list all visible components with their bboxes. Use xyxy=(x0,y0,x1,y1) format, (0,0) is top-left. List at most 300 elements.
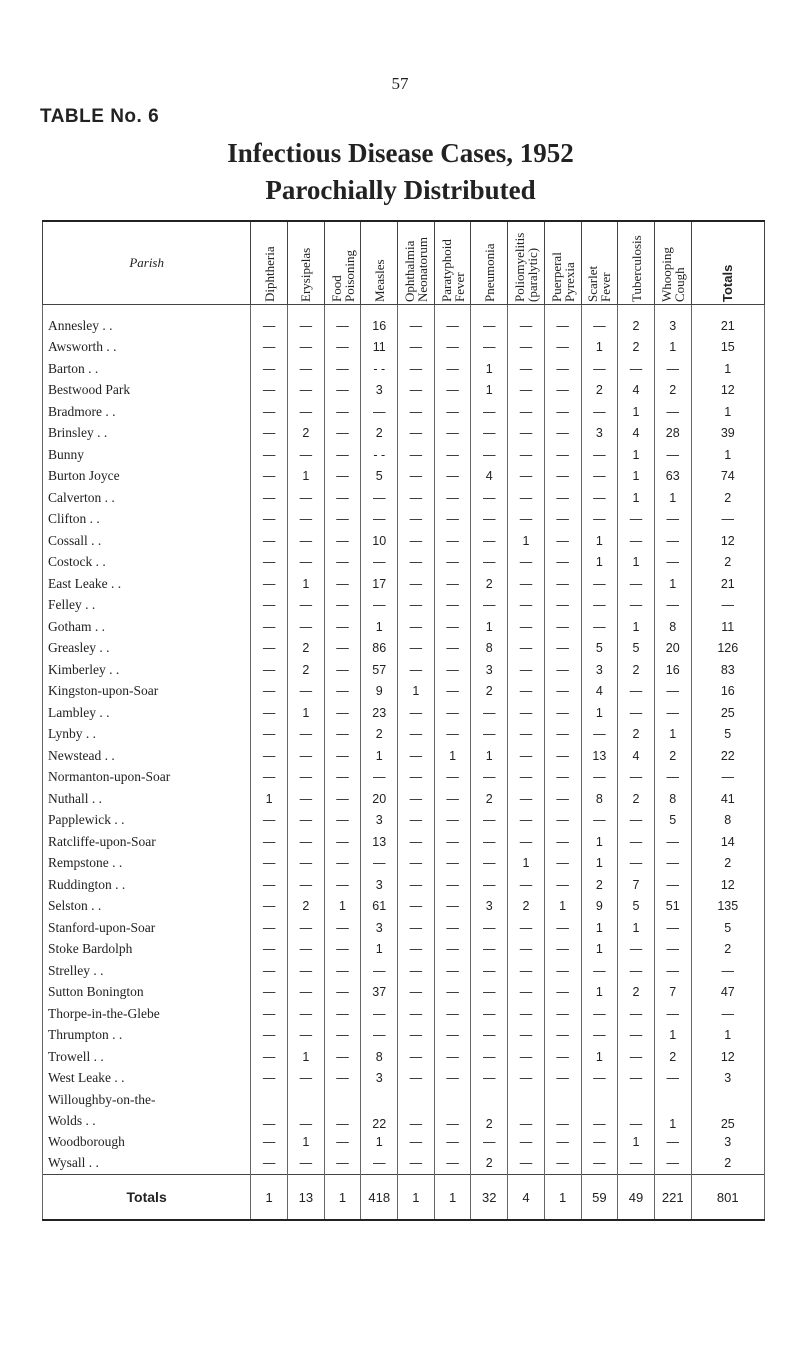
table-cell: 2 xyxy=(691,1153,764,1175)
table-cell: 1 xyxy=(581,1046,618,1068)
table-cell: — xyxy=(288,509,325,531)
table-cell: — xyxy=(618,358,655,380)
table-cell: 1 xyxy=(618,401,655,423)
parish-name: Lynby . . xyxy=(43,724,251,746)
table-cell: — xyxy=(618,1046,655,1068)
table-cell: 1 xyxy=(361,616,398,638)
table-cell: — xyxy=(288,552,325,574)
table-cell: — xyxy=(434,305,471,337)
parish-name: Gotham . . xyxy=(43,616,251,638)
column-header xyxy=(654,221,691,305)
table-cell: 8 xyxy=(691,810,764,832)
table-cell: — xyxy=(618,509,655,531)
totals-cell: 4 xyxy=(508,1175,545,1221)
column-header xyxy=(361,221,398,305)
table-cell: — xyxy=(324,810,361,832)
table-cell: 2 xyxy=(691,552,764,574)
table-cell: 21 xyxy=(691,305,764,337)
parish-name: Ruddington . . xyxy=(43,874,251,896)
totals-cell: 221 xyxy=(654,1175,691,1221)
table-cell: — xyxy=(251,960,288,982)
table-row xyxy=(43,530,765,552)
parish-name: Clifton . . xyxy=(43,509,251,531)
table-cell: — xyxy=(324,874,361,896)
table-cell: — xyxy=(398,616,435,638)
table-cell: — xyxy=(508,831,545,853)
table-cell: — xyxy=(654,509,691,531)
table-cell: 2 xyxy=(508,896,545,918)
parish-name: Rempstone . . xyxy=(43,853,251,875)
table-cell: — xyxy=(398,745,435,767)
table-cell: — xyxy=(398,401,435,423)
parish-name: Thorpe-in-the-Glebe xyxy=(43,1003,251,1025)
table-row xyxy=(43,659,765,681)
totals-cell: 13 xyxy=(288,1175,325,1221)
table-row xyxy=(43,982,765,1004)
table-cell: — xyxy=(654,917,691,939)
table-cell: — xyxy=(654,1131,691,1153)
table-cell: 1 xyxy=(691,444,764,466)
table-cell: 12 xyxy=(691,874,764,896)
table-cell: — xyxy=(471,702,508,724)
table-cell: — xyxy=(471,487,508,509)
table-cell: 2 xyxy=(618,724,655,746)
table-cell: 1 xyxy=(654,487,691,509)
table-row xyxy=(43,681,765,703)
table-cell: 1 xyxy=(581,831,618,853)
table-cell: — xyxy=(618,767,655,789)
totals-cell: 1 xyxy=(398,1175,435,1221)
totals-cell: 1 xyxy=(324,1175,361,1221)
table-cell: 3 xyxy=(361,810,398,832)
table-cell: 1 xyxy=(618,1131,655,1153)
table-cell: — xyxy=(434,724,471,746)
table-cell: — xyxy=(434,960,471,982)
table-cell: — xyxy=(361,1003,398,1025)
table-cell: — xyxy=(434,1089,471,1131)
table-cell: — xyxy=(654,853,691,875)
table-cell: — xyxy=(618,853,655,875)
column-header xyxy=(581,221,618,305)
table-cell: — xyxy=(324,401,361,423)
table-cell: — xyxy=(251,305,288,337)
table-cell: — xyxy=(251,1068,288,1090)
table-cell: — xyxy=(544,724,581,746)
table-cell: — xyxy=(508,681,545,703)
table-cell: — xyxy=(544,1046,581,1068)
table-cell: — xyxy=(581,616,618,638)
table-cell: — xyxy=(288,767,325,789)
table-row xyxy=(43,853,765,875)
table-cell: 1 xyxy=(618,917,655,939)
column-header-label: Food Poisoning xyxy=(328,249,357,302)
table-cell: 1 xyxy=(654,337,691,359)
parish-name: East Leake . . xyxy=(43,573,251,595)
parish-name: Woodborough xyxy=(43,1131,251,1153)
table-cell: — xyxy=(508,745,545,767)
table-cell: 5 xyxy=(618,638,655,660)
table-row xyxy=(43,1046,765,1068)
table-cell: — xyxy=(288,874,325,896)
table-cell: — xyxy=(544,380,581,402)
table-cell: — xyxy=(544,960,581,982)
table-cell: — xyxy=(324,337,361,359)
table-cell: — xyxy=(288,1003,325,1025)
table-cell: — xyxy=(581,509,618,531)
table-cell: — xyxy=(544,530,581,552)
table-cell: 2 xyxy=(618,337,655,359)
table-cell: — xyxy=(434,1153,471,1175)
table-cell: — xyxy=(434,681,471,703)
table-cell: — xyxy=(471,1068,508,1090)
table-cell: — xyxy=(544,853,581,875)
table-cell: 1 xyxy=(288,702,325,724)
table-cell: 1 xyxy=(251,788,288,810)
table-cell: — xyxy=(544,681,581,703)
table-cell: 9 xyxy=(581,896,618,918)
parish-name: Annesley . . xyxy=(43,305,251,337)
table-cell: — xyxy=(361,960,398,982)
table-cell: 4 xyxy=(618,423,655,445)
table-cell: 28 xyxy=(654,423,691,445)
table-cell: 2 xyxy=(654,745,691,767)
table-cell: — xyxy=(544,1131,581,1153)
table-cell: — xyxy=(324,638,361,660)
table-cell: — xyxy=(508,1003,545,1025)
header-row xyxy=(43,221,765,305)
column-header xyxy=(288,221,325,305)
table-cell: — xyxy=(288,337,325,359)
table-cell: — xyxy=(398,810,435,832)
table-cell: — xyxy=(508,552,545,574)
table-row xyxy=(43,1089,765,1131)
table-cell: — xyxy=(434,552,471,574)
table-cell: — xyxy=(471,552,508,574)
table-cell: 2 xyxy=(654,1046,691,1068)
table-cell: — xyxy=(288,982,325,1004)
parish-name: Kimberley . . xyxy=(43,659,251,681)
table-cell: — xyxy=(398,1089,435,1131)
table-cell: — xyxy=(361,853,398,875)
table-cell: 5 xyxy=(691,724,764,746)
table-cell: — xyxy=(251,767,288,789)
table-cell: — xyxy=(398,874,435,896)
table-row xyxy=(43,1025,765,1047)
table-cell: — xyxy=(544,358,581,380)
column-header xyxy=(324,221,361,305)
table-cell: 25 xyxy=(691,702,764,724)
table-cell: 2 xyxy=(581,380,618,402)
table-row xyxy=(43,896,765,918)
table-cell: 86 xyxy=(361,638,398,660)
table-cell: — xyxy=(324,423,361,445)
table-cell: — xyxy=(471,724,508,746)
table-cell: 1 xyxy=(361,745,398,767)
table-cell: 3 xyxy=(361,380,398,402)
table-cell: 1 xyxy=(471,358,508,380)
table-cell: — xyxy=(361,1025,398,1047)
table-row xyxy=(43,337,765,359)
table-cell: — xyxy=(581,1131,618,1153)
table-cell: — xyxy=(544,982,581,1004)
table-cell: — xyxy=(581,810,618,832)
table-cell: — xyxy=(288,616,325,638)
parish-name: Awsworth . . xyxy=(43,337,251,359)
table-cell: 3 xyxy=(654,305,691,337)
table-cell: — xyxy=(251,401,288,423)
table-cell: — xyxy=(581,1153,618,1175)
table-cell: — xyxy=(251,423,288,445)
table-cell: 1 xyxy=(361,1131,398,1153)
table-cell: 1 xyxy=(618,616,655,638)
table-cell: — xyxy=(398,487,435,509)
table-cell: — xyxy=(654,552,691,574)
table-cell: 3 xyxy=(361,917,398,939)
table-cell: 2 xyxy=(361,423,398,445)
table-cell: 1 xyxy=(654,573,691,595)
table-cell: — xyxy=(691,509,764,531)
table-cell: — xyxy=(654,358,691,380)
table-cell: 16 xyxy=(691,681,764,703)
table-cell: 1 xyxy=(691,358,764,380)
table-cell: 1 xyxy=(691,401,764,423)
table-cell: — xyxy=(324,1131,361,1153)
table-cell: — xyxy=(581,595,618,617)
table-cell: — xyxy=(324,724,361,746)
table-cell: — xyxy=(288,810,325,832)
table-cell: — xyxy=(398,1046,435,1068)
table-row xyxy=(43,616,765,638)
table-cell: 2 xyxy=(691,939,764,961)
table-cell: 3 xyxy=(691,1068,764,1090)
table-cell: — xyxy=(398,1003,435,1025)
table-cell: — xyxy=(434,423,471,445)
table-cell: — xyxy=(434,1131,471,1153)
table-cell: — xyxy=(544,487,581,509)
table-cell: — xyxy=(434,659,471,681)
table-cell: — xyxy=(434,401,471,423)
table-cell: 11 xyxy=(691,616,764,638)
table-row xyxy=(43,423,765,445)
table-cell: — xyxy=(288,1089,325,1131)
table-cell: 9 xyxy=(361,681,398,703)
table-cell: — xyxy=(654,1003,691,1025)
table-cell: 5 xyxy=(654,810,691,832)
table-cell: — xyxy=(508,1131,545,1153)
table-cell: — xyxy=(398,1131,435,1153)
table-cell: 5 xyxy=(691,917,764,939)
table-row xyxy=(43,724,765,746)
column-header xyxy=(434,221,471,305)
table-cell: — xyxy=(324,1153,361,1175)
table-cell: — xyxy=(544,745,581,767)
table-cell: — xyxy=(251,616,288,638)
totals-cell: 1 xyxy=(251,1175,288,1221)
parish-name: Sutton Bonington xyxy=(43,982,251,1004)
parish-name: Thrumpton . . xyxy=(43,1025,251,1047)
table-cell: 41 xyxy=(691,788,764,810)
table-cell: — xyxy=(251,638,288,660)
table-cell: — xyxy=(434,487,471,509)
table-cell: 1 xyxy=(581,552,618,574)
table-cell: — xyxy=(361,767,398,789)
table-cell: — xyxy=(434,810,471,832)
table-cell: — xyxy=(398,305,435,337)
column-header-label: Whooping Cough xyxy=(658,247,687,302)
table-cell: — xyxy=(251,337,288,359)
table-cell: — xyxy=(251,745,288,767)
table-cell: — xyxy=(251,853,288,875)
parish-name: West Leake . . xyxy=(43,1068,251,1090)
table-cell: — xyxy=(324,616,361,638)
table-cell: 10 xyxy=(361,530,398,552)
table-cell: 3 xyxy=(471,659,508,681)
table-cell: — xyxy=(654,831,691,853)
table-cell: — xyxy=(654,939,691,961)
table-cell: 2 xyxy=(691,487,764,509)
table-cell: 23 xyxy=(361,702,398,724)
table-cell: — xyxy=(251,552,288,574)
table-row xyxy=(43,509,765,531)
table-cell: — xyxy=(324,595,361,617)
table-cell: — xyxy=(544,917,581,939)
table-cell: — xyxy=(544,552,581,574)
table-cell: — xyxy=(508,659,545,681)
table-cell: — xyxy=(544,337,581,359)
column-header-label: Pneumonia xyxy=(481,243,497,302)
table-cell: — xyxy=(288,358,325,380)
table-cell: — xyxy=(398,1153,435,1175)
table-cell: 1 xyxy=(581,530,618,552)
table-cell: — xyxy=(618,1068,655,1090)
table-cell: — xyxy=(544,616,581,638)
totals-cell: 801 xyxy=(691,1175,764,1221)
table-cell: 1 xyxy=(288,573,325,595)
table-cell: — xyxy=(288,939,325,961)
table-cell: 7 xyxy=(654,982,691,1004)
table-cell: — xyxy=(581,1089,618,1131)
table-cell: — xyxy=(288,401,325,423)
column-header-label: Erysipelas xyxy=(298,247,314,302)
table-cell: — xyxy=(471,1003,508,1025)
totals-cell: 49 xyxy=(618,1175,655,1221)
table-cell: — xyxy=(361,509,398,531)
parish-name: Strelley . . xyxy=(43,960,251,982)
table-cell: — xyxy=(508,509,545,531)
table-cell: — xyxy=(544,401,581,423)
table-cell: — xyxy=(251,874,288,896)
table-cell: — xyxy=(544,767,581,789)
table-cell: — xyxy=(251,595,288,617)
table-cell: — xyxy=(508,616,545,638)
table-cell: — xyxy=(654,767,691,789)
table-cell: 2 xyxy=(618,788,655,810)
table-cell: 4 xyxy=(618,380,655,402)
parish-name: Ratcliffe-upon-Soar xyxy=(43,831,251,853)
table-cell: 47 xyxy=(691,982,764,1004)
table-cell: — xyxy=(434,1068,471,1090)
table-cell: — xyxy=(398,1025,435,1047)
table-cell: — xyxy=(581,1003,618,1025)
table-cell: 1 xyxy=(654,724,691,746)
table-cell: — xyxy=(544,573,581,595)
table-cell: — xyxy=(251,939,288,961)
table-cell: — xyxy=(398,917,435,939)
table-cell: — xyxy=(288,831,325,853)
totals-cell: 59 xyxy=(581,1175,618,1221)
table-cell: — xyxy=(618,702,655,724)
table-cell: — xyxy=(288,1025,325,1047)
table-cell: — xyxy=(471,1025,508,1047)
table-cell: 1 xyxy=(434,745,471,767)
table-cell: — xyxy=(251,573,288,595)
table-cell: — xyxy=(434,896,471,918)
table-cell: — xyxy=(251,681,288,703)
table-cell: — xyxy=(251,917,288,939)
table-cell: — xyxy=(324,530,361,552)
table-cell: — xyxy=(508,1153,545,1175)
table-cell: — xyxy=(398,444,435,466)
table-cell: — xyxy=(434,1025,471,1047)
table-cell: 5 xyxy=(618,896,655,918)
table-cell: 83 xyxy=(691,659,764,681)
table-cell: — xyxy=(398,573,435,595)
parish-name: Cossall . . xyxy=(43,530,251,552)
table-cell: — xyxy=(324,1089,361,1131)
page-number: 57 xyxy=(391,74,409,93)
table-cell: — xyxy=(508,1068,545,1090)
table-body xyxy=(43,305,765,1175)
table-cell: — xyxy=(398,724,435,746)
table-cell: 1 xyxy=(618,552,655,574)
table-cell: — xyxy=(434,1003,471,1025)
table-cell: — xyxy=(324,358,361,380)
table-cell: 3 xyxy=(361,1068,398,1090)
table-row xyxy=(43,305,765,337)
table-cell: — xyxy=(398,380,435,402)
table-cell: — xyxy=(398,638,435,660)
table-cell: — xyxy=(581,1025,618,1047)
table-cell: — xyxy=(508,1089,545,1131)
parish-name: Costock . . xyxy=(43,552,251,574)
table-cell: — xyxy=(288,1068,325,1090)
table-cell: 1 xyxy=(398,681,435,703)
table-cell: — xyxy=(324,853,361,875)
table-cell: — xyxy=(654,595,691,617)
table-cell: — xyxy=(618,810,655,832)
table-cell: — xyxy=(361,552,398,574)
table-cell: — xyxy=(398,423,435,445)
table-cell: — xyxy=(434,853,471,875)
table-cell: — xyxy=(471,917,508,939)
column-header xyxy=(398,221,435,305)
table-cell: - - xyxy=(361,444,398,466)
table-cell: — xyxy=(508,960,545,982)
table-cell: — xyxy=(544,509,581,531)
table-cell: — xyxy=(618,595,655,617)
table-cell: 1 xyxy=(618,444,655,466)
table-cell: 2 xyxy=(471,1153,508,1175)
table-cell: — xyxy=(618,530,655,552)
table-cell: — xyxy=(508,982,545,1004)
table-cell: — xyxy=(324,509,361,531)
table-row xyxy=(43,401,765,423)
table-cell: — xyxy=(544,874,581,896)
table-cell: — xyxy=(508,874,545,896)
table-cell: — xyxy=(434,337,471,359)
table-cell: — xyxy=(434,917,471,939)
column-header-label: Poliomyelitis (paralytic) xyxy=(511,232,540,302)
